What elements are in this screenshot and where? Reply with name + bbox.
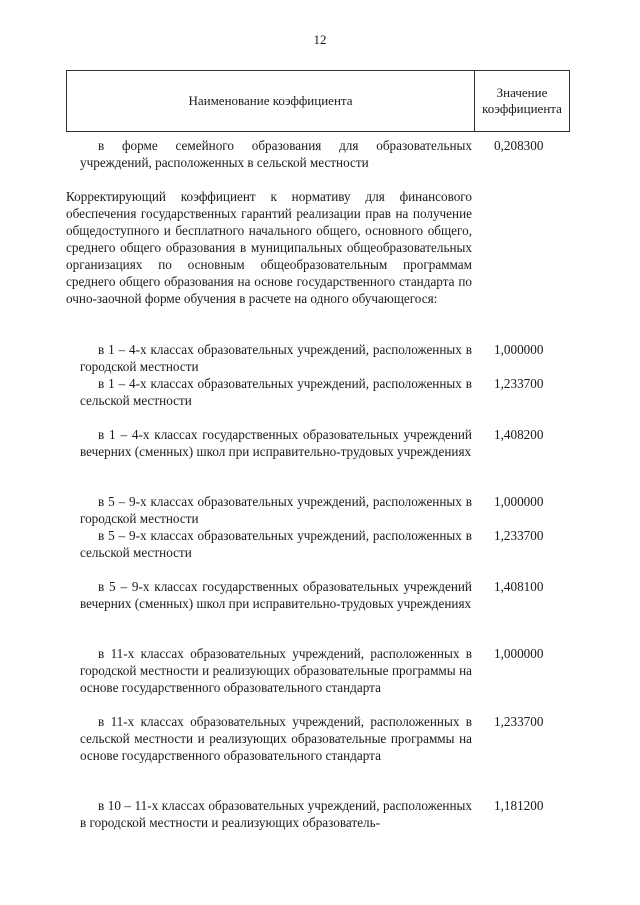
row-text: в 5 – 9-х классах государственных образовательных учреждений вечерних (сменных) школ при исправительно-трудовых учреждениях [80, 579, 472, 611]
header-name-column: Наименование коэффициента [67, 71, 475, 131]
row-text: в 1 – 4-х классах образовательных учреждений, расположенных в сельской местности [80, 376, 472, 408]
row-value: 1,000000 [494, 494, 544, 509]
row-text: в форме семейного образования для образовательных учреждений, расположенных в сельской местности [80, 138, 472, 170]
row-text: в 11-х классах образовательных учреждений, расположенных в сельской местности и реализующих образовательные программы на основе государственного образовательного стандарта [80, 714, 472, 763]
row-value: 1,408200 [494, 427, 544, 442]
row-value: 1,233700 [494, 714, 544, 729]
row-value: 1,000000 [494, 342, 544, 357]
row-text: в 1 – 4-х классах образовательных учреждений, расположенных в городской местности [80, 342, 472, 374]
row-text: в 10 – 11-х классах образовательных учреждений, расположенных в городской местности и реализующих образователь- [80, 798, 472, 830]
header-value-line-2: коэффициента [482, 101, 562, 116]
row-value: 1,181200 [494, 798, 544, 813]
row-text: в 11-х классах образовательных учреждений, расположенных в городской местности и реализующих образовательные программы на основе государственного образовательного стандарта [80, 646, 472, 695]
row-text: в 5 – 9-х классах образовательных учреждений, расположенных в городской местности [80, 494, 472, 526]
row-value: 1,233700 [494, 528, 544, 543]
table-header [66, 70, 570, 132]
row-value: 0,208300 [494, 138, 544, 153]
row-value: 1,000000 [494, 646, 544, 661]
row-value: 1,233700 [494, 376, 544, 391]
page-number: 12 [313, 32, 327, 47]
header-value-column [475, 71, 569, 131]
row-text: в 1 – 4-х классах государственных образовательных учреждений вечерних (сменных) школ при исправительно-трудовых учреждениях [80, 427, 472, 459]
row-text: в 5 – 9-х классах образовательных учреждений, расположенных в сельской местности [80, 528, 472, 560]
header-value-line-1: Значение [496, 85, 548, 100]
paragraph-text: Корректирующий коэффициент к нормативу для финансового обеспечения государственных гарантий реализации прав на получение общедоступного и бесплатного начального общего, основного общего, среднего общего образования в муниципальных общеобразовательных организациях по основным общеобразовательным программам среднего общего образования на основе государственного стандарта по очно-заочной форме обучения в расчете на одного обучающегося: [66, 189, 472, 306]
row-value: 1,408100 [494, 579, 544, 594]
